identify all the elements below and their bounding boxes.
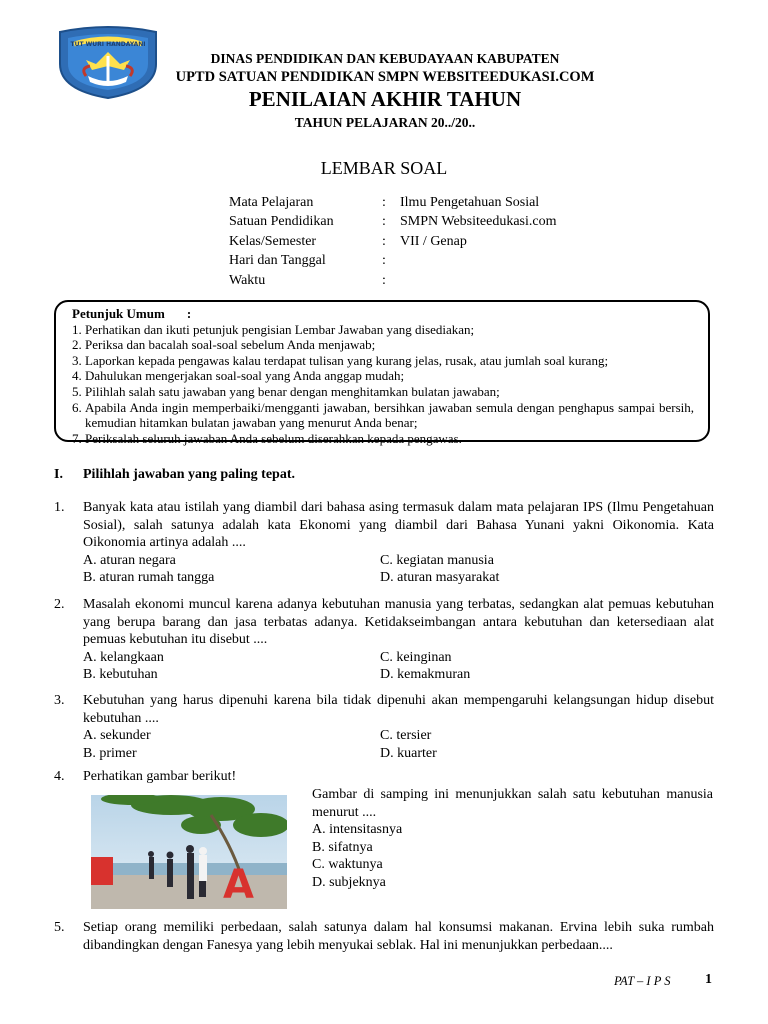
- photo-sign-letter: A: [223, 862, 254, 908]
- question-4: [54, 768, 354, 786]
- option-c[interactable]: C. waktunya: [312, 857, 383, 873]
- answer-options: [83, 649, 714, 684]
- question-number: 5.: [54, 920, 65, 935]
- info-row: Waktu :: [229, 272, 386, 288]
- option-c[interactable]: C. kegiatan manusia: [380, 552, 494, 568]
- answer-options: [83, 552, 714, 587]
- info-row: Hari dan Tanggal :: [229, 253, 386, 269]
- section-heading: I. Pilihlah jawaban yang paling tepat.: [54, 467, 295, 482]
- header-school: UPTD SATUAN PENDIDIKAN SMPN WEBSITEEDUKASI.COM: [175, 69, 595, 85]
- option-a[interactable]: A. intensitasnya: [312, 822, 403, 838]
- question-number: 2.: [54, 597, 65, 612]
- option-a[interactable]: A. aturan negara: [83, 552, 176, 568]
- question-number: 4.: [54, 769, 65, 784]
- option-d[interactable]: D. kuarter: [380, 745, 437, 761]
- header-exam-title: PENILAIAN AKHIR TAHUN: [248, 87, 522, 111]
- instruction-item: 6. Apabila Anda ingin memperbaiki/mengganti jawaban, bersihkan jawaban semula dengan penghapus sampai bersih, kemudian hitamkan bulatan jawaban yang menurut Anda benar;: [72, 399, 694, 431]
- option-b[interactable]: B. sifatnya: [312, 839, 373, 855]
- info-row: Satuan Pendidikan : SMPN Websiteedukasi.com: [229, 214, 557, 230]
- tut-wuri-handayani-logo: [56, 24, 160, 100]
- info-row: Kelas/Semester : VII / Genap: [229, 233, 467, 249]
- instruction-item: 5. Pilihlah salah satu jawaban yang benar dengan menghitamkan bulatan jawaban;: [72, 383, 500, 399]
- question-text: Masalah ekonomi muncul karena adanya kebutuhan manusia yang terbatas, sedangkan alat pemuas kebutuhan yang berupa barang dan jasa terbatas adanya. Ketidakseimbangan antara kebutuhan dan ketersediaan alat pemuas kebutuhan itu disebut ....: [83, 597, 714, 648]
- option-a[interactable]: A. kelangkaan: [83, 649, 164, 665]
- header-school-year: TAHUN PELAJARAN 20../20..: [294, 115, 476, 130]
- option-c[interactable]: C. keinginan: [380, 649, 452, 665]
- question-number: 1.: [54, 500, 65, 515]
- option-d[interactable]: D. subjeknya: [312, 874, 386, 890]
- question-text: Setiap orang memiliki perbedaan, salah satunya dalam hal konsumsi makanan. Ervina lebih suka rumbah dibandingkan dengan Fanesya yang lebih menyukai seblak. Hal ini menunjukkan perbedaan....: [83, 920, 714, 953]
- footer-label: PAT – I P S: [614, 974, 671, 988]
- question-text: Kebutuhan yang harus dipenuhi karena bila tidak dipenuhi akan mempengaruhi kelangsungan hidup disebut kebutuhan ....: [83, 693, 714, 726]
- question-text: Perhatikan gambar berikut!: [83, 769, 237, 784]
- question-3: [54, 692, 714, 762]
- header-agency: DINAS PENDIDIKAN DAN KEBUDAYAAN KABUPATEN: [210, 51, 560, 66]
- option-c[interactable]: C. tersier: [380, 728, 432, 744]
- instructions-title: Petunjuk Umum :: [72, 306, 192, 321]
- instruction-item: 4. Dahulukan mengerjakan soal-soal yang Anda anggap mudah;: [72, 368, 405, 384]
- option-b[interactable]: B. kebutuhan: [83, 667, 158, 683]
- option-a[interactable]: A. sekunder: [83, 728, 151, 744]
- option-b[interactable]: B. aturan rumah tangga: [83, 570, 215, 586]
- sheet-title: LEMBAR SOAL: [320, 158, 448, 178]
- question-number: 3.: [54, 693, 65, 708]
- option-d[interactable]: D. aturan masyarakat: [380, 570, 500, 586]
- question-1: [54, 499, 714, 587]
- instruction-item: 3. Laporkan kepada pengawas kalau terdapat tulisan yang kurang jelas, rusak, atau jumlah soal kurang;: [72, 352, 609, 368]
- question-4-side-text: Gambar di samping ini menunjukkan salah satu kebutuhan manusia menurut ....: [312, 787, 713, 820]
- svg-text:TUT WURI HANDAYANI: TUT WURI HANDAYANI: [70, 41, 146, 48]
- question-text: Banyak kata atau istilah yang diambil dari bahasa asing termasuk dalam mata pelajaran IPS (Ilmu Pengetahuan Sosial), salah satunya adalah kata Ekonomi yang diambil dari Bahasa Yunani yakni Oikonomia. Kata Oikonomia artinya adalah ....: [83, 500, 714, 551]
- instruction-item: 1. Perhatikan dan ikuti petunjuk pengisian Lembar Jawaban yang disediakan;: [72, 321, 475, 337]
- exam-info: [229, 195, 557, 292]
- page-number: 1: [705, 972, 712, 987]
- instruction-item: 7. Periksalah seluruh jawaban Anda sebelum diserahkan kepada pengawas.: [72, 430, 462, 446]
- question-5: [54, 919, 714, 954]
- question-2: [54, 596, 714, 684]
- instruction-item: 2. Periksa dan bacalah soal-soal sebelum Anda menjawab;: [72, 337, 376, 353]
- question-4-photo: [91, 795, 287, 909]
- general-instructions-box: [54, 300, 710, 446]
- info-row: Mata Pelajaran : Ilmu Pengetahuan Sosial: [229, 195, 540, 210]
- answer-options: [83, 727, 714, 762]
- option-b[interactable]: B. primer: [83, 745, 137, 761]
- question-4-side: [312, 786, 713, 892]
- option-d[interactable]: D. kemakmuran: [380, 667, 471, 683]
